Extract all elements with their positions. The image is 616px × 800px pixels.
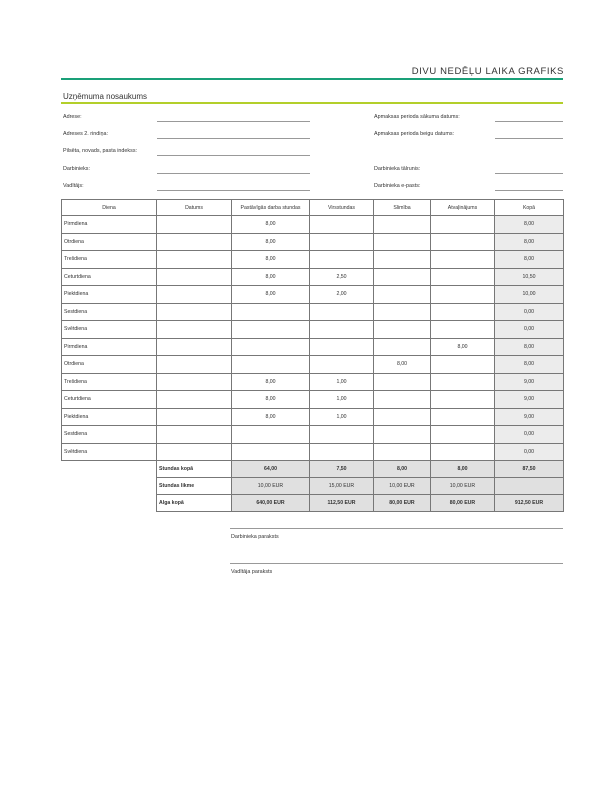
- total-cell: 8,00: [495, 338, 564, 356]
- total-cell: 10,00: [495, 286, 564, 304]
- regular-hours-cell[interactable]: [232, 303, 310, 321]
- hours-total-vacation: 8,00: [431, 461, 495, 478]
- vacation-cell[interactable]: [431, 426, 495, 444]
- manager-signature-line[interactable]: [230, 563, 563, 564]
- total-cell: 9,00: [495, 373, 564, 391]
- sick-cell[interactable]: [374, 426, 431, 444]
- day-cell: Piektdiena: [62, 408, 157, 426]
- hourly-rate-overtime[interactable]: 15,00 EUR: [310, 478, 374, 495]
- vacation-cell[interactable]: [431, 356, 495, 374]
- employee-signature-label: Darbinieka paraksts: [231, 534, 279, 540]
- sick-cell[interactable]: [374, 251, 431, 269]
- date-cell[interactable]: [157, 321, 232, 339]
- regular-hours-cell[interactable]: [232, 356, 310, 374]
- sick-cell[interactable]: [374, 408, 431, 426]
- overtime-cell[interactable]: 1,00: [310, 408, 374, 426]
- column-header-sick: Slimība: [374, 200, 431, 216]
- address2-field[interactable]: [157, 138, 310, 139]
- company-rule: [61, 102, 563, 104]
- hourly-rate-total: [495, 478, 564, 495]
- day-cell: Svētdiena: [62, 321, 157, 339]
- overtime-cell[interactable]: 2,00: [310, 286, 374, 304]
- address2-label: Adreses 2. rindiņa:: [63, 131, 108, 137]
- period-start-label: Apmaksas perioda sākuma datums:: [374, 114, 460, 120]
- table-row: [62, 391, 564, 409]
- date-cell[interactable]: [157, 373, 232, 391]
- column-header-overtime: Virsstundas: [310, 200, 374, 216]
- date-cell[interactable]: [157, 268, 232, 286]
- total-cell: 8,00: [495, 233, 564, 251]
- day-cell: Ceturtdiena: [62, 268, 157, 286]
- pay-total-sick: 80,00 EUR: [374, 495, 431, 512]
- overtime-cell[interactable]: [310, 356, 374, 374]
- hours-total-sick: 8,00: [374, 461, 431, 478]
- vacation-cell[interactable]: [431, 443, 495, 461]
- spacer-cell: [62, 461, 157, 478]
- total-cell: 9,00: [495, 391, 564, 409]
- regular-hours-cell[interactable]: 8,00: [232, 408, 310, 426]
- hours-total-regular: 64,00: [232, 461, 310, 478]
- pay-total-row: [62, 495, 564, 512]
- employee-email-field[interactable]: [495, 190, 563, 191]
- pay-total-vacation: 80,00 EUR: [431, 495, 495, 512]
- date-cell[interactable]: [157, 286, 232, 304]
- employee-field[interactable]: [157, 173, 310, 174]
- sick-cell[interactable]: [374, 338, 431, 356]
- hours-total-row: [62, 461, 564, 478]
- table-row: [62, 286, 564, 304]
- regular-hours-cell[interactable]: [232, 426, 310, 444]
- regular-hours-cell[interactable]: 8,00: [232, 391, 310, 409]
- address-label: Adrese:: [63, 114, 82, 120]
- vacation-cell[interactable]: [431, 303, 495, 321]
- table-row: [62, 321, 564, 339]
- sick-cell[interactable]: 8,00: [374, 356, 431, 374]
- hours-total-label: Stundas kopā: [157, 461, 232, 478]
- manager-label: Vadītājs:: [63, 183, 84, 189]
- table-header-row: [62, 200, 564, 216]
- day-cell: Trešdiena: [62, 251, 157, 269]
- regular-hours-cell[interactable]: 8,00: [232, 233, 310, 251]
- regular-hours-cell[interactable]: 8,00: [232, 216, 310, 234]
- hourly-rate-regular[interactable]: 10,00 EUR: [232, 478, 310, 495]
- vacation-cell[interactable]: [431, 251, 495, 269]
- date-cell[interactable]: [157, 391, 232, 409]
- employee-email-label: Darbinieka e-pasts:: [374, 183, 421, 189]
- regular-hours-cell[interactable]: [232, 321, 310, 339]
- column-header-day: Diena: [62, 200, 157, 216]
- table-row: [62, 251, 564, 269]
- vacation-cell[interactable]: [431, 233, 495, 251]
- overtime-cell[interactable]: [310, 426, 374, 444]
- date-cell[interactable]: [157, 356, 232, 374]
- date-cell[interactable]: [157, 426, 232, 444]
- employee-label: Darbinieks:: [63, 166, 90, 172]
- regular-hours-cell[interactable]: 8,00: [232, 251, 310, 269]
- overtime-cell[interactable]: [310, 233, 374, 251]
- date-cell[interactable]: [157, 216, 232, 234]
- sick-cell[interactable]: [374, 391, 431, 409]
- spacer-cell: [62, 495, 157, 512]
- total-cell: 0,00: [495, 321, 564, 339]
- column-header-regular: Pastāvīgās darba stundas: [232, 200, 310, 216]
- overtime-cell[interactable]: [310, 251, 374, 269]
- table-row: [62, 373, 564, 391]
- pay-total-label: Alga kopā: [157, 495, 232, 512]
- day-cell: Ceturtdiena: [62, 391, 157, 409]
- manager-field[interactable]: [157, 190, 310, 191]
- total-cell: 0,00: [495, 426, 564, 444]
- sick-cell[interactable]: [374, 286, 431, 304]
- table-row: [62, 443, 564, 461]
- overtime-cell[interactable]: 1,00: [310, 373, 374, 391]
- date-cell[interactable]: [157, 338, 232, 356]
- hours-total-total: 87,50: [495, 461, 564, 478]
- regular-hours-cell[interactable]: [232, 338, 310, 356]
- period-end-field[interactable]: [495, 138, 563, 139]
- total-cell: 10,50: [495, 268, 564, 286]
- total-cell: 0,00: [495, 443, 564, 461]
- total-cell: 8,00: [495, 251, 564, 269]
- total-cell: 8,00: [495, 216, 564, 234]
- overtime-cell[interactable]: [310, 321, 374, 339]
- table-row: [62, 356, 564, 374]
- table-row: [62, 408, 564, 426]
- overtime-cell[interactable]: [310, 303, 374, 321]
- sick-cell[interactable]: [374, 321, 431, 339]
- overtime-cell[interactable]: [310, 338, 374, 356]
- vacation-cell[interactable]: [431, 408, 495, 426]
- spacer-cell: [62, 478, 157, 495]
- vacation-cell[interactable]: 8,00: [431, 338, 495, 356]
- manager-signature-label: Vadītāja paraksts: [231, 569, 273, 575]
- day-cell: Piektdiena: [62, 286, 157, 304]
- column-header-total: Kopā: [495, 200, 564, 216]
- period-start-field[interactable]: [495, 121, 563, 122]
- sick-cell[interactable]: [374, 303, 431, 321]
- document-title: DIVU NEDĒĻU LAIKA GRAFIKS: [411, 66, 564, 77]
- hourly-rate-label: Stundas likme: [157, 478, 232, 495]
- hourly-rate-row: [62, 478, 564, 495]
- date-cell[interactable]: [157, 443, 232, 461]
- total-cell: 8,00: [495, 356, 564, 374]
- sick-cell[interactable]: [374, 443, 431, 461]
- period-end-label: Apmaksas perioda beigu datums:: [374, 131, 455, 137]
- sick-cell[interactable]: [374, 233, 431, 251]
- vacation-cell[interactable]: [431, 321, 495, 339]
- day-cell: Trešdiena: [62, 373, 157, 391]
- total-cell: 0,00: [495, 303, 564, 321]
- sick-cell[interactable]: [374, 216, 431, 234]
- hours-total-overtime: 7,50: [310, 461, 374, 478]
- pay-total-total: 912,50 EUR: [495, 495, 564, 512]
- employee-signature-line[interactable]: [230, 528, 563, 529]
- day-cell: Sestdiena: [62, 303, 157, 321]
- employee-phone-field[interactable]: [495, 173, 563, 174]
- overtime-cell[interactable]: [310, 443, 374, 461]
- table-row: [62, 338, 564, 356]
- overtime-cell[interactable]: [310, 216, 374, 234]
- total-cell: 9,00: [495, 408, 564, 426]
- column-header-vacation: Atvaļinājums: [431, 200, 495, 216]
- employee-phone-label: Darbinieka tālrunis:: [374, 166, 421, 172]
- date-cell[interactable]: [157, 251, 232, 269]
- table-row: [62, 426, 564, 444]
- day-cell: Svētdiena: [62, 443, 157, 461]
- city-label: Pilsēta, novads, pasta indekss:: [63, 148, 138, 154]
- day-cell: Sestdiena: [62, 426, 157, 444]
- table-row: [62, 216, 564, 234]
- date-cell[interactable]: [157, 303, 232, 321]
- regular-hours-cell[interactable]: 8,00: [232, 373, 310, 391]
- regular-hours-cell[interactable]: 8,00: [232, 268, 310, 286]
- overtime-cell[interactable]: 1,00: [310, 391, 374, 409]
- timesheet-table: [61, 199, 564, 512]
- title-rule: [61, 78, 563, 80]
- day-cell: Otrdiena: [62, 233, 157, 251]
- pay-total-regular: 640,00 EUR: [232, 495, 310, 512]
- table-row: [62, 233, 564, 251]
- vacation-cell[interactable]: [431, 286, 495, 304]
- hourly-rate-sick[interactable]: 10,00 EUR: [374, 478, 431, 495]
- regular-hours-cell[interactable]: [232, 443, 310, 461]
- vacation-cell[interactable]: [431, 373, 495, 391]
- address-field[interactable]: [157, 121, 310, 122]
- table-row: [62, 268, 564, 286]
- sick-cell[interactable]: [374, 373, 431, 391]
- pay-total-overtime: 112,50 EUR: [310, 495, 374, 512]
- date-cell[interactable]: [157, 233, 232, 251]
- sick-cell[interactable]: [374, 268, 431, 286]
- vacation-cell[interactable]: [431, 268, 495, 286]
- day-cell: Pirmdiena: [62, 338, 157, 356]
- day-cell: Pirmdiena: [62, 216, 157, 234]
- city-field[interactable]: [157, 155, 310, 156]
- column-header-date: Datums: [157, 200, 232, 216]
- day-cell: Otrdiena: [62, 356, 157, 374]
- hourly-rate-vacation[interactable]: 10,00 EUR: [431, 478, 495, 495]
- vacation-cell[interactable]: [431, 216, 495, 234]
- regular-hours-cell[interactable]: 8,00: [232, 286, 310, 304]
- vacation-cell[interactable]: [431, 391, 495, 409]
- date-cell[interactable]: [157, 408, 232, 426]
- company-name[interactable]: Uzņēmuma nosaukums: [63, 92, 148, 101]
- overtime-cell[interactable]: 2,50: [310, 268, 374, 286]
- table-row: [62, 303, 564, 321]
